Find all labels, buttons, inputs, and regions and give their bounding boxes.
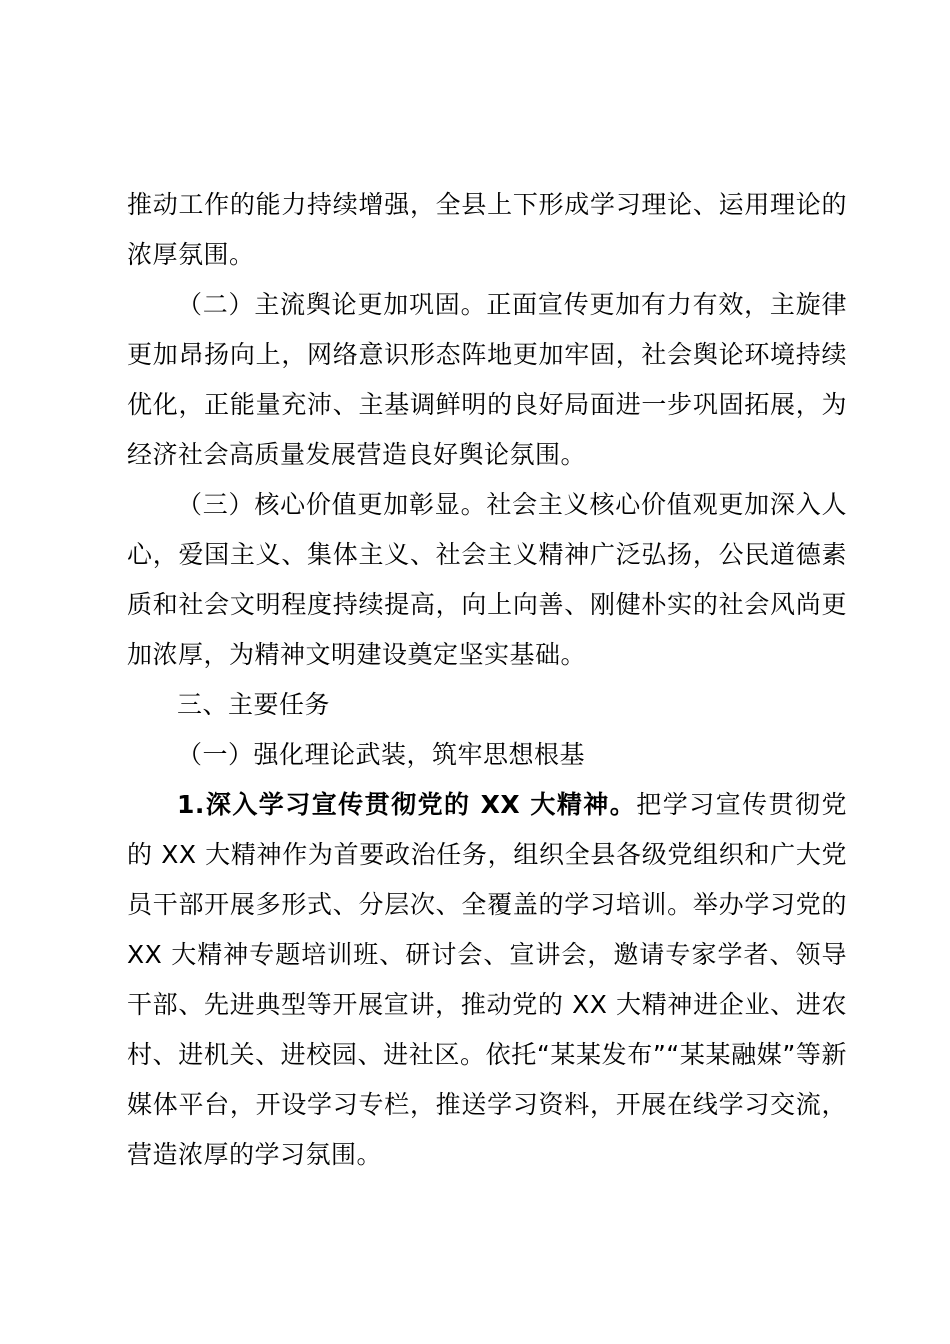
paragraph-lead-bold: 1.深入学习宣传贯彻党的 XX 大精神。: [177, 790, 637, 819]
paragraph-continuation: 推动工作的能力持续增强，全县上下形成学习理论、运用理论的浓厚氛围。: [127, 190, 847, 269]
document-body: [127, 180, 847, 1180]
paragraph-mainstream-opinion: （二）主流舆论更加巩固。正面宣传更加有力有效，主旋律更加昂扬向上，网络意识形态阵地更加牢固，社会舆论环境持续优化，正能量充沛、主基调鲜明的良好局面进一步巩固拓展，为经济社会高质量发展营造良好舆论氛围。: [127, 290, 847, 469]
paragraph-body-text: 把学习宣传贯彻党的 XX 大精神作为首要政治任务，组织全县各级党组织和广大党员干部开展多形式、分层次、全覆盖的学习培训。举办学习党的 XX 大精神专题培训班、研讨会、宣讲会，邀请专家学者、领导干部、先进典型等开展宣讲，推动党的 XX 大精神进企业、进农村、进机关、进校园、进社区。依托“某某发布”“某某融媒”等新媒体平台，开设学习专栏，推送学习资料，开展在线学习交流，营造浓厚的学习氛围。: [127, 790, 847, 1169]
section-heading-main-tasks: 三、主要任务: [177, 690, 331, 719]
paragraph-core-values: （三）核心价值更加彰显。社会主义核心价值观更加深入人心，爱国主义、集体主义、社会主义精神广泛弘扬，公民道德素质和社会文明程度持续提高，向上向善、刚健朴实的社会风尚更加浓厚，为精神文明建设奠定坚实基础。: [127, 490, 847, 669]
subsection-heading-theory: （一）强化理论武装，筑牢思想根基: [177, 740, 586, 769]
paragraph-study-spirit: [127, 780, 847, 1180]
